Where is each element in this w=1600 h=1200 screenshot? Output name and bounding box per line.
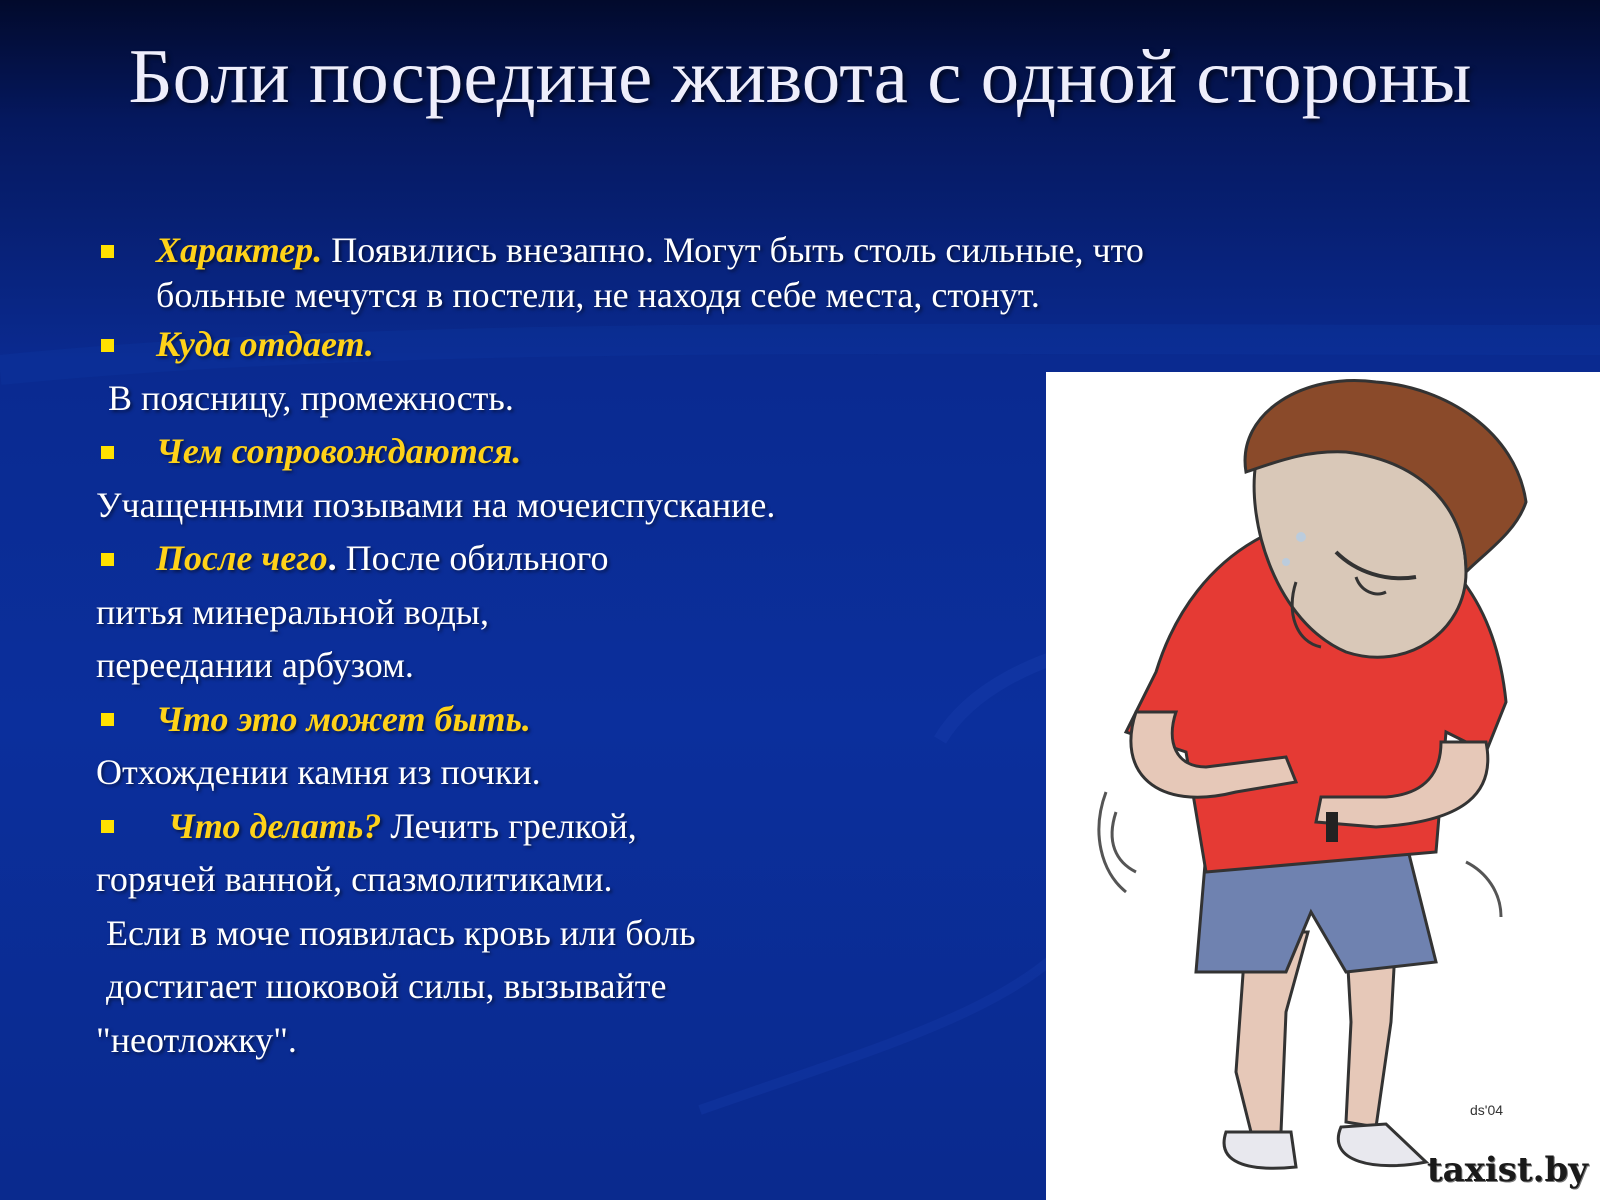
- item-detail: горячей ванной, спазмолитиками.: [96, 859, 613, 899]
- item-detail: В поясницу, промежность.: [108, 377, 514, 418]
- item-label: После чего: [156, 538, 328, 578]
- watermark: taxist.by: [1426, 1150, 1588, 1190]
- item-detail: Если в моче появилась кровь или боль: [106, 912, 696, 953]
- bullet-icon: [101, 339, 114, 352]
- item-detail: Учащенными позывами на мочеиспускание.: [96, 484, 776, 525]
- man-holding-stomach-icon: [1046, 372, 1600, 1200]
- item-detail: достигает шоковой силы, вызывайте: [106, 966, 667, 1006]
- item-detail: питья минеральной воды,: [96, 591, 489, 632]
- list-item-continuation: [96, 273, 1396, 318]
- bullet-icon: [101, 245, 114, 258]
- list-item-radiation: [96, 318, 1396, 372]
- illustration-stomach-pain: [1046, 372, 1600, 1200]
- item-label: Что это может быть.: [156, 698, 531, 739]
- bullet-icon: [101, 820, 114, 833]
- bullet-icon: [101, 713, 114, 726]
- artist-signature: ds'04: [1470, 1102, 1504, 1118]
- item-label: Куда отдает.: [156, 324, 374, 364]
- item-text: После обильного: [336, 538, 609, 578]
- bullet-icon: [101, 446, 114, 459]
- item-text: Появились внезапно. Могут быть столь сильные, что: [322, 230, 1144, 270]
- item-detail: "неотложку".: [96, 1019, 297, 1060]
- bullet-icon: [101, 553, 114, 566]
- item-text: Лечить грелкой,: [381, 805, 637, 846]
- item-text: больные мечутся в постели, не находя себе места, стонут.: [156, 275, 1040, 315]
- item-detail: переедании арбузом.: [96, 645, 414, 685]
- item-label: Характер.: [156, 230, 323, 270]
- item-label: Чем сопровождаются.: [156, 431, 522, 471]
- item-dot: .: [327, 538, 337, 578]
- item-detail: Отхождении камня из почки.: [96, 752, 541, 792]
- list-item-character: [96, 228, 1396, 273]
- slide-title: Боли посредине живота с одной стороны: [128, 33, 1472, 119]
- item-label: Что делать?: [168, 805, 382, 846]
